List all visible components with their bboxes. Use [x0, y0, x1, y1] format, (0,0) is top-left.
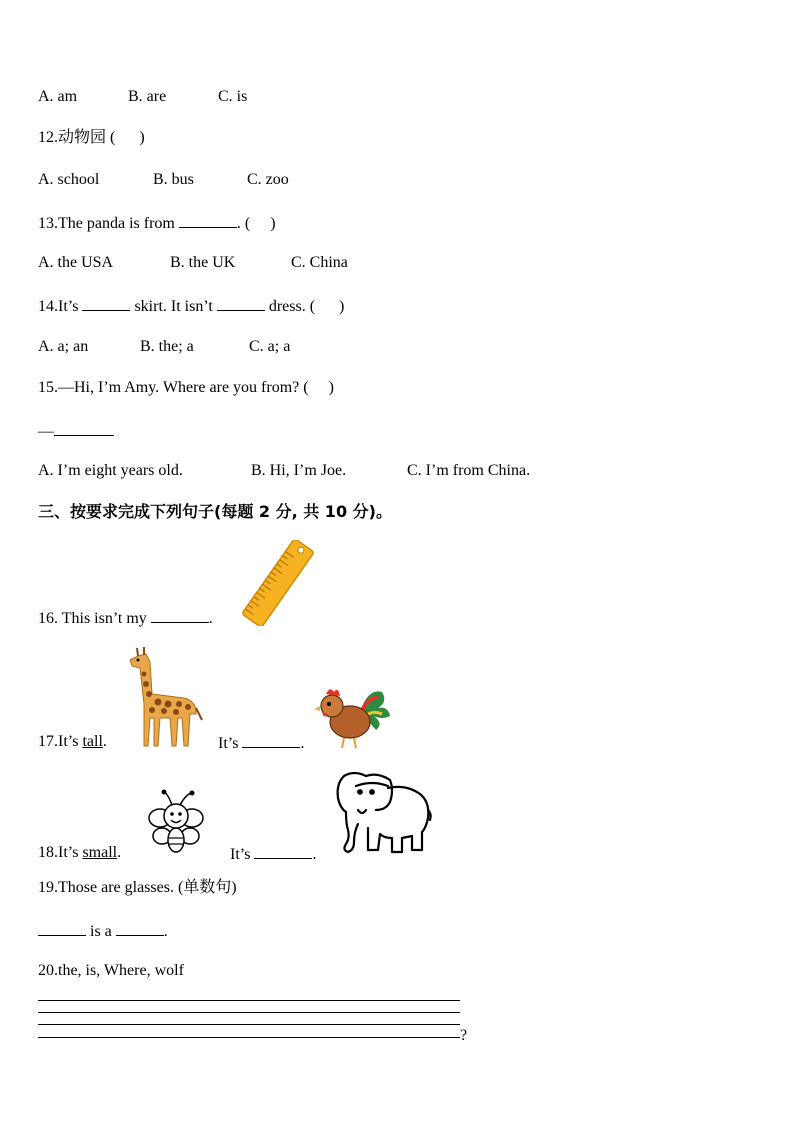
q12-stem	[38, 128, 145, 148]
q15-dash: —	[38, 423, 54, 440]
q20-question-mark: ?	[460, 1027, 468, 1044]
q14-blank-1[interactable]	[82, 295, 130, 311]
q19-blank-2[interactable]	[116, 920, 164, 936]
q18-answer	[230, 843, 316, 865]
q14-option-b: B. the; a	[140, 338, 194, 355]
q17-blank[interactable]	[242, 732, 300, 748]
q16-text: This isn’t my	[61, 610, 147, 627]
section-3-heading: 三、按要求完成下列句子(每题 2 分, 共 10 分)。	[38, 502, 392, 521]
q14-part3: dress.	[268, 298, 306, 315]
q20-answer-line-3[interactable]	[38, 1024, 460, 1025]
q13-period: .	[236, 215, 241, 232]
q15-text: —Hi, I’m Amy. Where are you from?	[58, 379, 300, 396]
q13-option-c: C. China	[291, 254, 348, 271]
q18-lead: It’s	[58, 844, 79, 861]
q17-key-word: tall	[82, 733, 103, 750]
q16-number: 16.	[38, 610, 58, 627]
q14-part2: skirt. It isn’t	[134, 298, 213, 315]
q12-option-b: B. bus	[153, 171, 194, 188]
q13-option-a: A. the USA	[38, 254, 114, 271]
q19-stem	[38, 878, 237, 898]
q14-answer-paren[interactable]: ( )	[309, 298, 345, 315]
q18-number: 18.	[38, 844, 58, 861]
q19-note: (单数句)	[177, 879, 237, 896]
q13-option-b: B. the UK	[170, 254, 236, 271]
q14-blank-2[interactable]	[217, 295, 265, 311]
q20-words: the, is, Where, wolf	[58, 962, 184, 979]
q18-second-period: .	[312, 846, 317, 863]
q14-stem	[38, 295, 344, 317]
q11-option-a: A. am	[38, 88, 78, 105]
q13-answer-paren[interactable]: ( )	[244, 215, 276, 232]
q19-mid: is a	[90, 923, 112, 940]
q15-option-c: C. I’m from China.	[407, 462, 531, 479]
q17-stem	[38, 732, 107, 752]
q12-number: 12.	[38, 129, 58, 146]
q16-stem	[38, 607, 213, 629]
q18-second-lead: It’s	[230, 846, 251, 863]
q15-option-a: A. I’m eight years old.	[38, 462, 183, 479]
q17-lead: It’s	[58, 733, 79, 750]
q15-option-b: B. Hi, I’m Joe.	[251, 462, 347, 479]
q12-option-c: C. zoo	[247, 171, 289, 188]
q16-blank[interactable]	[151, 607, 209, 623]
q19-answer-line	[38, 920, 168, 942]
q20-answer-line-4[interactable]	[38, 1037, 460, 1038]
q18-period: .	[117, 844, 122, 861]
q13-text: The panda is from	[58, 215, 175, 232]
q13-blank[interactable]	[179, 212, 237, 228]
q13-number: 13.	[38, 215, 58, 232]
q14-number: 14.	[38, 298, 58, 315]
q18-stem	[38, 843, 121, 863]
q19-blank-1[interactable]	[38, 920, 86, 936]
q11-option-c: C. is	[218, 88, 248, 105]
q20-answer-line-1[interactable]	[38, 1000, 460, 1001]
q17-number: 17.	[38, 733, 58, 750]
giraffe-icon	[124, 644, 206, 750]
q17-answer	[218, 732, 304, 754]
q17-second-lead: It’s	[218, 735, 239, 752]
q17-period: .	[102, 733, 107, 750]
q19-number: 19.	[38, 879, 58, 896]
q15-stem	[38, 378, 334, 398]
elephant-icon	[332, 766, 434, 858]
q14-part1: It’s	[58, 298, 79, 315]
q15-reply-line	[38, 420, 114, 442]
ruler-icon	[238, 540, 318, 626]
q19-period: .	[163, 923, 168, 940]
q12-text: 动物园	[58, 129, 107, 146]
q15-answer-paren[interactable]: ( )	[303, 379, 334, 396]
q20-number: 20.	[38, 962, 58, 979]
q18-key-word: small	[82, 844, 118, 861]
q15-blank[interactable]	[54, 420, 114, 436]
q11-option-b: B. are	[128, 88, 167, 105]
q12-answer-paren[interactable]: ( )	[110, 129, 145, 146]
q18-blank[interactable]	[254, 843, 312, 859]
q15-number: 15.	[38, 379, 58, 396]
q12-option-a: A. school	[38, 171, 100, 188]
q16-period: .	[208, 610, 213, 627]
q19-text: Those are glasses.	[58, 879, 174, 896]
q20-answer-line-2[interactable]	[38, 1012, 460, 1013]
rooster-icon	[312, 682, 392, 750]
bee-icon	[146, 786, 208, 858]
q13-stem	[38, 212, 276, 234]
q17-second-period: .	[300, 735, 305, 752]
q14-option-a: A. a; an	[38, 338, 89, 355]
q20-stem	[38, 961, 184, 981]
q14-option-c: C. a; a	[249, 338, 291, 355]
